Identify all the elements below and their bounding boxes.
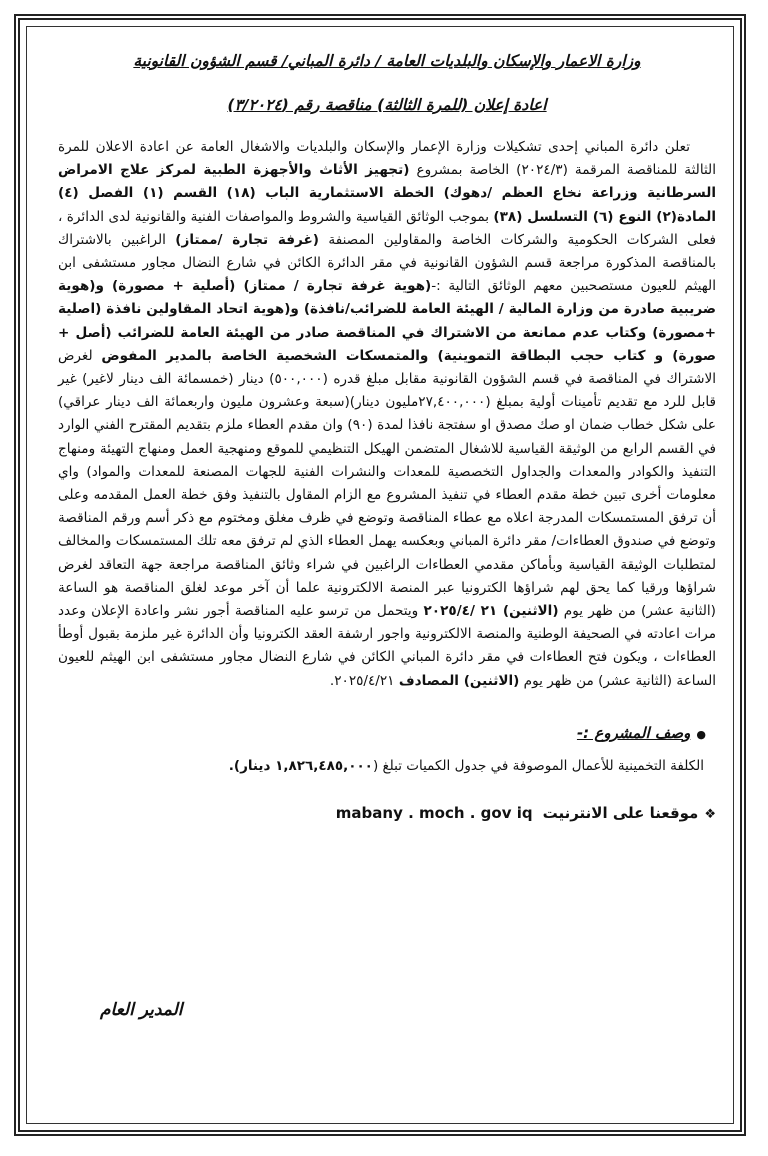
website-url[interactable]: mabany . moch . gov iq <box>335 803 533 822</box>
opening-day: (الاثنين) المصادف <box>398 672 520 689</box>
signature: المدير العام <box>100 1000 183 1020</box>
body-text-4: لغرض الاشتراك في المناقصة في قسم الشؤون القانونية مقابل مبلغ قدره (٥٠٠,٠٠٠) دينار (خمسمائة الف دينار لاغير) غير قابل للرد مع تقديم تأمينات أولية بمبلغ (٢٧,٤٠٠,٠٠٠مليون دينار)(سبعة وعشرون مليون واربعمائة الف دينار عراقي) على شكل خطاب ضمان او صك مصدق او سفتجة نافذا لمدة (٩٠) وان مقدم العطاء ملزم بتقديم المقترح الفني الوارد في القسم الرابع من الوثيقة القياسية للاشغال المتضمن الهيكل التنظيمي للموقع ومنهجية العمل ومنهاج التهيئة ومنهاج التنفيذ والكوادر والمعدات والجداول التخصصية للمعدات والنشرات الفنية للجهات المصنعة للمعدات والمواد) واي معلومات أخرى تبين خطة مقدم العطاء في تنفيذ المشروع مع الزام المقاول بالتنفيذ وفق خطة العمل المقدمه وعلى أن ترفق المستمسكات المدرجة اعلاه مع عطاء المناقصة وتوضع في ظرف مغلق ومختوم مع ذكر أسم ورقم المناقصة وتوضع في صندوق العطاءات/ مقر دائرة المباني وبعكسه يهمل العطاء الذي لم ترفق معه تلك المستمسكات والمخالف لمتطلبات الوثيقة القياسية وبأماكن مقدمي العطاءات الراغبين في شراء وثائق المناقصة مراجعة جهة التعاقد لغرض شراؤها ورقيا كما يحق لهم شراؤها الكترونيا عبر المنصة الالكترونية علما أن آخر موعد لغلق المناقصة هو الساعة (الثانية عشر) من ظهر يوم <box>58 347 717 620</box>
classification: (غرفة تجارة /ممتاز) <box>175 231 320 248</box>
project-name: (تجهيز الأثاث والأجهزة الطبية لمركز علاج الامراض السرطانية وزراعة نخاع العظم /دهوك) الخطة الاستثمارية الباب (١٨) القسم (١) الفصل (٤) المادة(٢) النوع (٦) التسلسل (٣٨) <box>58 162 716 225</box>
opening-date: ٢٠٢٥/٤/٢١. <box>329 672 399 689</box>
body-text-2: بموجب الوثائق القياسية والشروط والمواصفات الفنية والقانونية لدى الدائرة ، فعلى الشركات الحكومية والشركات الخاصة والمقاولين المصنفة <box>58 208 717 248</box>
bullet-icon: ● <box>696 727 706 741</box>
announcement-title: اعادة إعلان (للمرة الثالثة) مناقصة رقم (٣/٢٠٢٤) <box>227 96 547 114</box>
project-heading: وصف المشروع :- <box>576 723 691 742</box>
body-text-1: تعلن دائرة المباني إحدى تشكيلات وزارة الإعمار والإسكان والبلديات والاشغال العامة عن اعادة الاعلان للمرة الثالثة للمناقصة المرقمة (٢٠٢٤/٣) الخاصة بمشروع <box>58 139 716 179</box>
cost-value: ١,٨٢٦,٤٨٥,٠٠٠ دينار). <box>228 757 373 774</box>
body-text-3: الراغبين بالاشتراك بالمناقصة المذكورة مراجعة قسم الشؤون القانونية في مقر الدائرة الكائن في شارع النضال مجاور مستشفى ابن الهيثم للعيون مستصحبين معهم الوثائق التالية :- <box>58 231 716 295</box>
required-documents: (هوية غرفة تجارة / ممتاز) (أصلية + مصورة) و(هوية ضريبية صادرة من وزارة المالية / الهيئة العامة للضرائب/نافذة) و(هوية اتحاد المقاولين نافذة (اصلية +مصورة) وكتاب عدم ممانعة من الاشتراك في المناقصة صادر من الهيئة العامة للضرائب (أصل + صورة) و كتاب حجب البطاقة التموينية) والمتمسكات الشخصية الخاصة بالمدير المفوض <box>58 278 716 364</box>
estimated-cost <box>58 758 706 774</box>
diamond-bullet-icon: ❖ <box>704 806 716 822</box>
ministry-header: وزارة الاعمار والإسكان والبلديات العامة / دائرة المباني/ قسم الشؤون القانونية <box>133 52 641 70</box>
website-label: موقعنا على الانترنيت <box>542 803 699 822</box>
website-line <box>58 804 716 822</box>
announcement-paragraph <box>58 136 716 693</box>
document-body <box>58 40 716 822</box>
body-text-5: ويتحمل من ترسو عليه المناقصة أجور نشر واعادة الإعلان وعدد مرات اعادته في الصحيفة الوطنية والمنصة الالكترونية واجور ارشفة العقد الكترونيا وأن الدائرة غير ملزمة بقبول أوطأ العطاءات ، ويكون فتح العطاءات في مقر دائرة المباني الكائن في شارع النضال مجاور مستشفى ابن الهيثم للعيون الساعة (الثانية عشر) من ظهر يوم <box>58 603 716 689</box>
cost-text: الكلفة التخمينية للأعمال الموصوفة في جدول الكميات تبلغ ( <box>372 757 704 774</box>
closing-date: (الاثنين) ٢١ /٢٠٢٥/٤ <box>423 603 559 620</box>
project-description <box>58 723 716 774</box>
